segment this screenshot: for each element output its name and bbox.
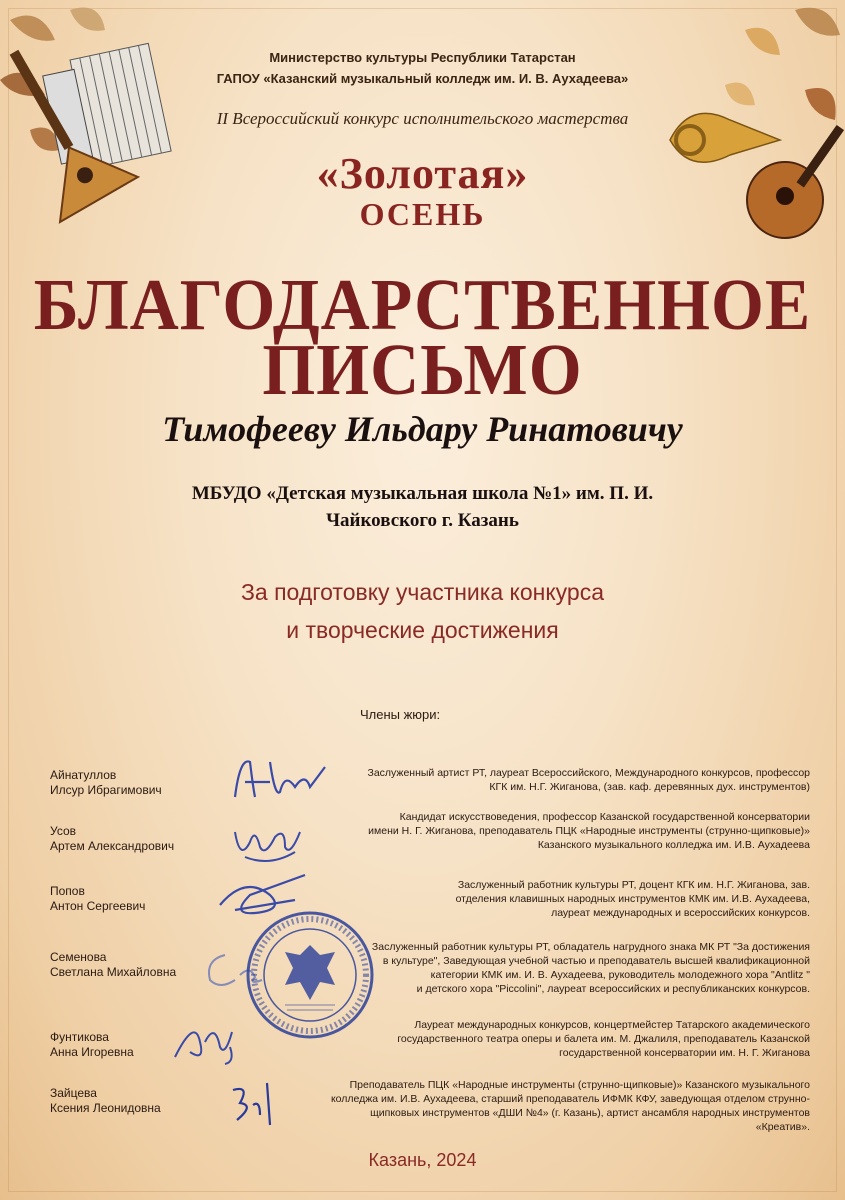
recipient-name: Тимофееву Ильдару Ринатовичу: [162, 409, 683, 449]
jury-member-name: [50, 1086, 161, 1116]
surname: Айнатуллов: [50, 768, 117, 782]
given-names: Ксения Леонидовна: [50, 1101, 161, 1115]
jury-member-description: [330, 940, 810, 996]
jury-member-description: [330, 878, 810, 920]
description-line: лауреат международных и всероссийских конкурсов.: [551, 907, 810, 919]
description-line: отделения клавишных народных инструментов КМК им. И.В. Аухадеева,: [455, 893, 810, 905]
jury-member-description: [330, 1018, 810, 1060]
description-line: и детского хора "Piccolini", лауреат всероссийских и республиканских конкурсов.: [416, 983, 810, 995]
given-names: Светлана Михайловна: [50, 965, 177, 979]
jury-member-name: [50, 950, 176, 980]
description-line: государственной консерватории им. Н. Г. Жиганова: [559, 1047, 810, 1059]
given-names: Анна Игоревна: [50, 1045, 134, 1059]
description-line: КГК им. Н.Г. Жиганова, (зав. каф. деревянных дух. инструментов): [489, 781, 810, 793]
jury-member-name: [50, 884, 145, 914]
description-line: щипковых инструментов «ДШИ №4» (г. Казань), артист ансамбля народных инструментов «Креатив».: [370, 1107, 810, 1133]
given-names: Илсур Ибрагимович: [50, 783, 162, 797]
jury-member-name: [50, 1030, 134, 1060]
reason-line2: и творческие достижения: [286, 617, 559, 643]
description-line: государственного театра оперы и балета им. М. Джалиля, преподаватель Казанской: [397, 1033, 810, 1045]
place-and-year: Казань, 2024: [368, 1150, 477, 1170]
description-line: Кандидат искусствоведения, профессор Казанской государственной консерватории: [399, 811, 810, 823]
jury-member-name: [50, 768, 162, 798]
award-reason: [0, 573, 845, 649]
description-line: Преподаватель ПЦК «Народные инструменты (струнно-щипковые)» Казанского музыкального: [349, 1079, 810, 1091]
description-line: Заслуженный работник культуры РТ, доцент КГК им. Н.Г. Жиганова, зав.: [457, 879, 810, 891]
official-seal-stamp: [245, 910, 375, 1040]
surname: Усов: [50, 824, 77, 838]
jury-member-name: [50, 824, 174, 854]
surname: Зайцева: [50, 1086, 97, 1100]
school-line2: Чайковского г. Казань: [326, 510, 519, 531]
ministry-line: Министерство культуры Республики Татарстан: [269, 50, 576, 65]
contest-brand-line2: ОСЕНЬ: [359, 196, 486, 232]
jury-member-description: [330, 766, 810, 794]
description-line: имени Н. Г. Жиганова, преподаватель ПЦК «Народные инструменты (струнно-щипковые)»: [368, 825, 810, 837]
reason-line1: За подготовку участника конкурса: [241, 579, 604, 605]
college-line: ГАПОУ «Казанский музыкальный колледж им. И. В. Аухадеева»: [216, 71, 629, 86]
surname: Семенова: [50, 950, 107, 964]
given-names: Артем Александрович: [50, 839, 175, 853]
description-line: колледжа им. И.В. Аухадеева, старший преподаватель ИФМК КФУ, заведующая отделом струнно-: [330, 1093, 810, 1105]
surname: Попов: [50, 884, 85, 898]
description-line: в культуре", Заведующая учебной частью и преподаватель высшей квалификационной: [382, 955, 810, 967]
school-line1: МБУДО «Детская музыкальная школа №1» им. П. И.: [191, 483, 654, 504]
description-line: Заслуженный артист РТ, лауреат Всероссийского, Международного конкурсов, профессор: [367, 767, 810, 779]
signature-usov: [230, 812, 320, 872]
contest-brand-line1: «Золотая»: [316, 149, 529, 198]
surname: Фунтикова: [50, 1030, 109, 1044]
jury-member-description: [330, 1078, 810, 1134]
document-title-line2: ПИСЬМО: [262, 327, 583, 411]
document-title-line1: БЛАГОДАРСТВЕННОЕ: [33, 262, 812, 346]
signature-zaitseva: [225, 1075, 285, 1130]
jury-member-description: [330, 810, 810, 852]
given-names: Антон Сергеевич: [50, 899, 146, 913]
contest-title: II Всероссийский конкурс исполнительского мастерства: [216, 109, 629, 128]
description-line: Заслуженный работник культуры РТ, обладатель нагрудного знака МК РТ "За достижения: [371, 941, 810, 953]
signature-ainatullov: [225, 742, 335, 812]
jury-title: Члены жюри:: [360, 707, 441, 722]
school-name: [130, 480, 715, 534]
description-line: категории КМК им. И. В. Аухадеева, руководитель молодежного хора "Antlitz ": [430, 969, 810, 981]
signature-funtikova: [170, 1012, 250, 1067]
description-line: Казанского музыкального колледжа им. И.В. Аухадеева: [537, 839, 810, 851]
description-line: Лауреат международных конкурсов, концертмейстер Татарского академического: [414, 1019, 810, 1031]
